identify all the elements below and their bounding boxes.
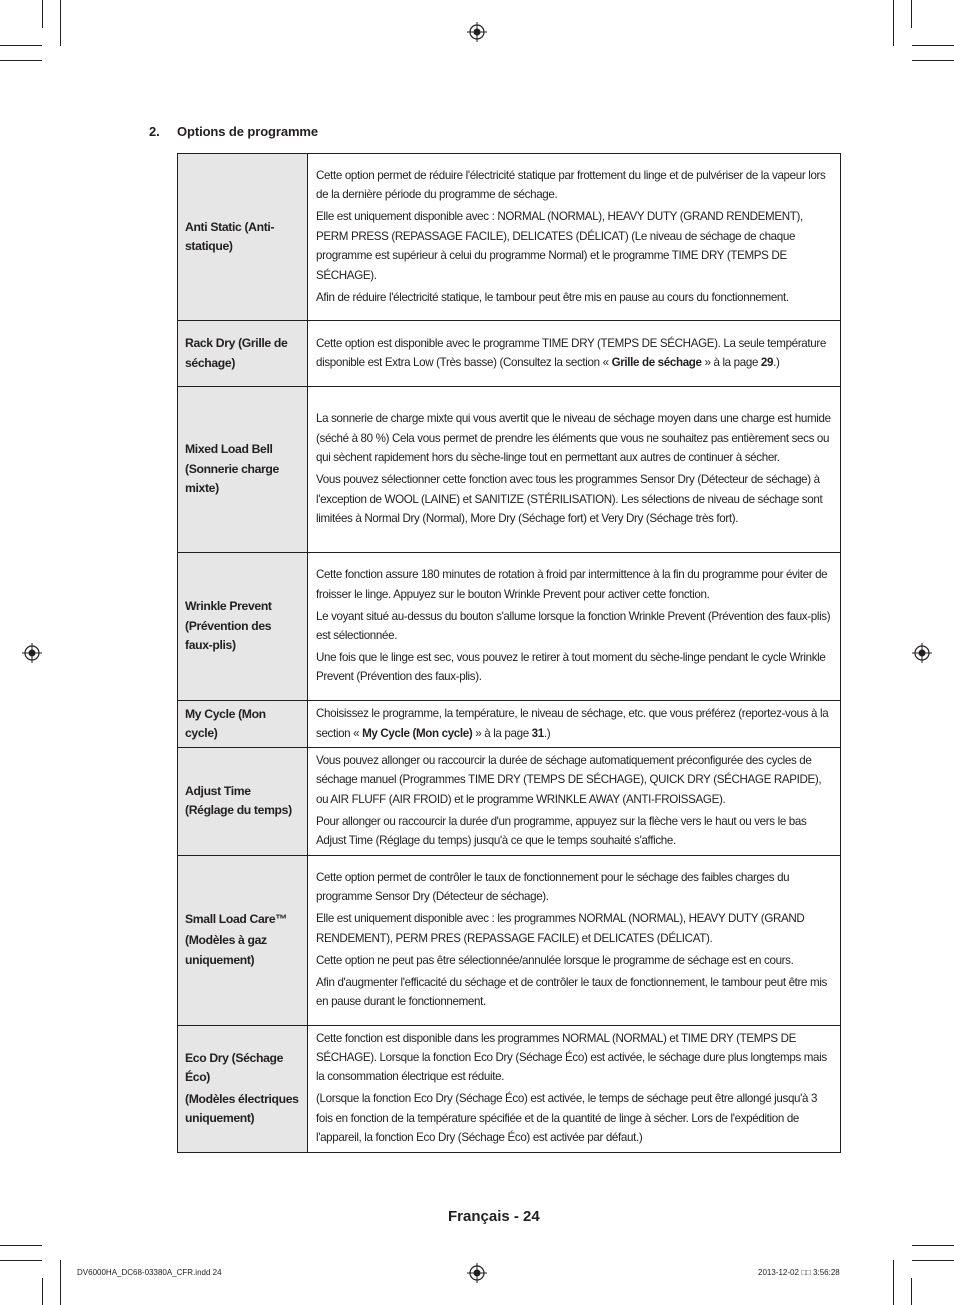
registration-mark-icon — [467, 1263, 487, 1283]
option-name: Eco Dry (Séchage Éco) — [185, 1050, 284, 1085]
section-title: Options de programme — [177, 124, 319, 139]
description-paragraph — [316, 868, 832, 907]
registration-mark-icon — [22, 643, 42, 663]
description-text: » à la page — [472, 726, 532, 740]
description-paragraph — [316, 409, 832, 467]
page-number: Français - 24 — [448, 1208, 540, 1225]
option-row — [178, 154, 841, 321]
description-paragraph — [316, 207, 832, 285]
option-description-cell — [308, 748, 841, 856]
option-model-note: (Modèles à gaz uniquement) — [185, 933, 267, 967]
option-row — [178, 1025, 841, 1152]
description-text: Cette fonction est disponible dans les programmes NORMAL (NORMAL) et TIME DRY (TEMPS DE SÉCHAGE). Lorsque la fonction Eco Dry (Séchage Éco) est activée, le séchage dure plus longtemps mais la consommation électrique est réduite. — [316, 1031, 827, 1084]
program-options-table-body — [178, 154, 841, 1153]
option-row — [178, 321, 841, 387]
description-text: Cette option permet de contrôler le taux de fonctionnement pour le séchage des faibles charges du programme Sensor Dry (Détecteur de séchage). — [316, 870, 790, 904]
print-slug-file: DV6000HA_DC68-03380A_CFR.indd 24 — [77, 1268, 222, 1277]
option-name-cell — [178, 748, 308, 856]
description-text: Cette option permet de réduire l'électricité statique par frottement du linge et de pulvériser de la vapeur lors de la dernière période du programme de séchage. — [316, 168, 826, 202]
option-row — [178, 701, 841, 748]
description-paragraph — [316, 166, 832, 205]
description-text: Cette fonction assure 180 minutes de rotation à froid par intermittence à la fin du programme pour éviter de froisser le linge. Appuyez sur le bouton Wrinkle Prevent pour activer cette fonction. — [316, 568, 828, 601]
option-description-cell — [308, 154, 841, 321]
crop-mark — [0, 45, 42, 46]
crop-mark — [893, 0, 894, 46]
description-text: .) — [773, 356, 780, 369]
description-text: Le voyant situé au-dessus du bouton s'allume lorsque la fonction Wrinkle Prevent (Prévention des faux-plis) est sélectionnée. — [316, 609, 831, 642]
section-number: 2. — [149, 124, 160, 139]
registration-mark-icon — [467, 22, 487, 42]
cross-reference: Grille de séchage — [611, 356, 702, 369]
option-name-cell — [178, 387, 308, 553]
cross-reference: My Cycle (Mon cycle) — [362, 726, 473, 740]
description-paragraph — [316, 1029, 832, 1087]
description-text: Elle est uniquement disponible avec : les programmes NORMAL (NORMAL), HEAVY DUTY (GRAND RENDEMENT), PERM PRES (REPASSAGE FACILE) et DELICATES (DÉLICAT). — [316, 912, 805, 945]
description-paragraph — [316, 951, 832, 970]
description-paragraph — [316, 909, 832, 948]
cross-reference: 29 — [760, 356, 774, 369]
crop-mark — [60, 1260, 61, 1305]
option-description-cell — [308, 387, 841, 553]
print-slug-date: 2013-12-02 □□ 3:56:28 — [758, 1268, 840, 1277]
crop-mark — [60, 0, 61, 46]
crop-mark — [911, 0, 912, 28]
description-text: Afin de réduire l'électricité statique, le tambour peut être mis en pause au cours du fonctionnement. — [316, 290, 789, 304]
description-text: Afin d'augmenter l'efficacité du séchage et de contrôler le taux de fonctionnement, le tambour peut être mis en pause durant le fonctionnement. — [316, 975, 827, 1009]
description-paragraph — [316, 565, 832, 604]
description-text: » à la page — [701, 356, 761, 369]
description-text: .) — [543, 726, 551, 740]
description-paragraph — [316, 648, 832, 687]
description-paragraph — [316, 704, 832, 743]
option-model-note: (Modèles électriques uniquement) — [185, 1091, 299, 1126]
option-name-cell — [178, 154, 308, 321]
option-name: Wrinkle Prevent (Prévention des faux-plis) — [185, 599, 272, 653]
description-paragraph — [316, 1089, 832, 1147]
option-name-cell — [178, 321, 308, 387]
description-text: Cette option ne peut pas être sélectionnée/annulée lorsque le programme de séchage est en cours. — [316, 953, 794, 967]
option-name-cell — [178, 855, 308, 1025]
description-text: Une fois que le linge est sec, vous pouvez le retirer à tout moment du sèche-linge pendant le cycle Wrinkle Prevent (Prévention des faux-plis). — [316, 651, 826, 684]
option-name: Adjust Time (Réglage du temps) — [185, 783, 292, 818]
description-paragraph — [316, 973, 832, 1012]
cross-reference: 31 — [531, 726, 544, 740]
program-options-table — [177, 153, 841, 1153]
description-paragraph — [316, 812, 832, 851]
crop-mark — [912, 1260, 954, 1261]
crop-mark — [893, 1260, 894, 1305]
option-row — [178, 748, 841, 856]
description-paragraph — [316, 751, 832, 809]
crop-mark — [0, 1245, 42, 1246]
description-text: Vous pouvez allonger ou raccourcir la durée de séchage automatiquement préconfigurée des cycles de séchage manuel (Programmes TIME DRY (TEMPS DE SÉCHAGE), QUICK DRY (SÉCHAGE RAPIDE), ou AIR FLUFF (AIR FROID) et le programme WRINKLE AWAY (ANTI-FROISSAGE). — [316, 754, 822, 806]
option-name-cell — [178, 553, 308, 701]
description-text: Vous pouvez sélectionner cette fonction avec tous les programmes Sensor Dry (Détecteur de séchage) à l'exception de WOOL (LAINE) et SANITIZE (STÉRILISATION). Les sélections de niveau de séchage sont limitées à Normal Dry (Normal), More Dry (Séchage fort) et Very Dry (Séchage très fort). — [316, 473, 823, 526]
option-description-cell — [308, 553, 841, 701]
section-heading — [149, 124, 318, 139]
crop-mark — [42, 0, 43, 28]
option-name-cell — [178, 1025, 308, 1152]
description-text: Elle est uniquement disponible avec : NORMAL (NORMAL), HEAVY DUTY (GRAND RENDEMENT), PERM PRESS (REPASSAGE FACILE), DELICATES (DÉLICAT) (Le niveau de séchage de chaque programme est supérieur à celui du programme Normal) et le programme TIME DRY (TEMPS DE SÉCHAGE). — [316, 210, 803, 282]
option-row — [178, 553, 841, 701]
description-paragraph — [316, 470, 832, 528]
option-name: Mixed Load Bell (Sonnerie charge mixte) — [185, 442, 279, 496]
crop-mark — [912, 60, 954, 61]
description-text: La sonnerie de charge mixte qui vous avertit que le niveau de séchage moyen dans une charge est humide (séché à 80 %) Cela vous permet de prendre les éléments que vous ne souhaitez pas entièrement secs ou qui sèchent rapidement hors du sèche-linge tout en permettant aux autres de continuer à sécher. — [316, 412, 831, 465]
description-text: Pour allonger ou raccourcir la durée d'un programme, appuyez sur la flèche vers le haut ou vers le bas Adjust Time (Réglage du temps) jusqu'à ce que le temps souhaité s'affiche. — [316, 814, 807, 848]
option-name: My Cycle (Mon cycle) — [185, 706, 266, 740]
option-row — [178, 387, 841, 553]
description-text: (Lorsque la fonction Eco Dry (Séchage Éco) est activée, le temps de séchage peut être allongé jusqu'à 3 fois en fonction de la température spécifiée et de la quantité de linge à sécher. Lors de l'expédition de l'appareil, la fonction Eco Dry (Séchage Éco) est activée par défaut.) — [316, 1092, 818, 1145]
description-paragraph — [316, 288, 832, 307]
option-name: Small Load Care™ — [185, 912, 288, 927]
option-name: Rack Dry (Grille de séchage) — [185, 336, 288, 370]
crop-mark — [912, 1245, 954, 1246]
option-description-cell — [308, 1025, 841, 1152]
description-text: Cette option est disponible avec le programme TIME DRY (TEMPS DE SÉCHAGE). La seule température disponible est Extra Low (Très basse) (Consultez la section « — [316, 336, 826, 369]
crop-mark — [912, 45, 954, 46]
option-name-cell — [178, 701, 308, 748]
description-paragraph — [316, 334, 832, 373]
option-description-cell — [308, 321, 841, 387]
crop-mark — [0, 60, 42, 61]
crop-mark — [42, 1278, 43, 1305]
option-description-cell — [308, 701, 841, 748]
crop-mark — [911, 1278, 912, 1305]
crop-mark — [0, 1260, 42, 1261]
option-name: Anti Static (Anti-statique) — [185, 219, 275, 253]
description-paragraph — [316, 607, 832, 646]
description-text: Choisissez le programme, la température, le niveau de séchage, etc. que vous préférez (reportez-vous à la section « — [316, 707, 829, 740]
option-row — [178, 855, 841, 1025]
option-description-cell — [308, 855, 841, 1025]
registration-mark-icon — [912, 643, 932, 663]
